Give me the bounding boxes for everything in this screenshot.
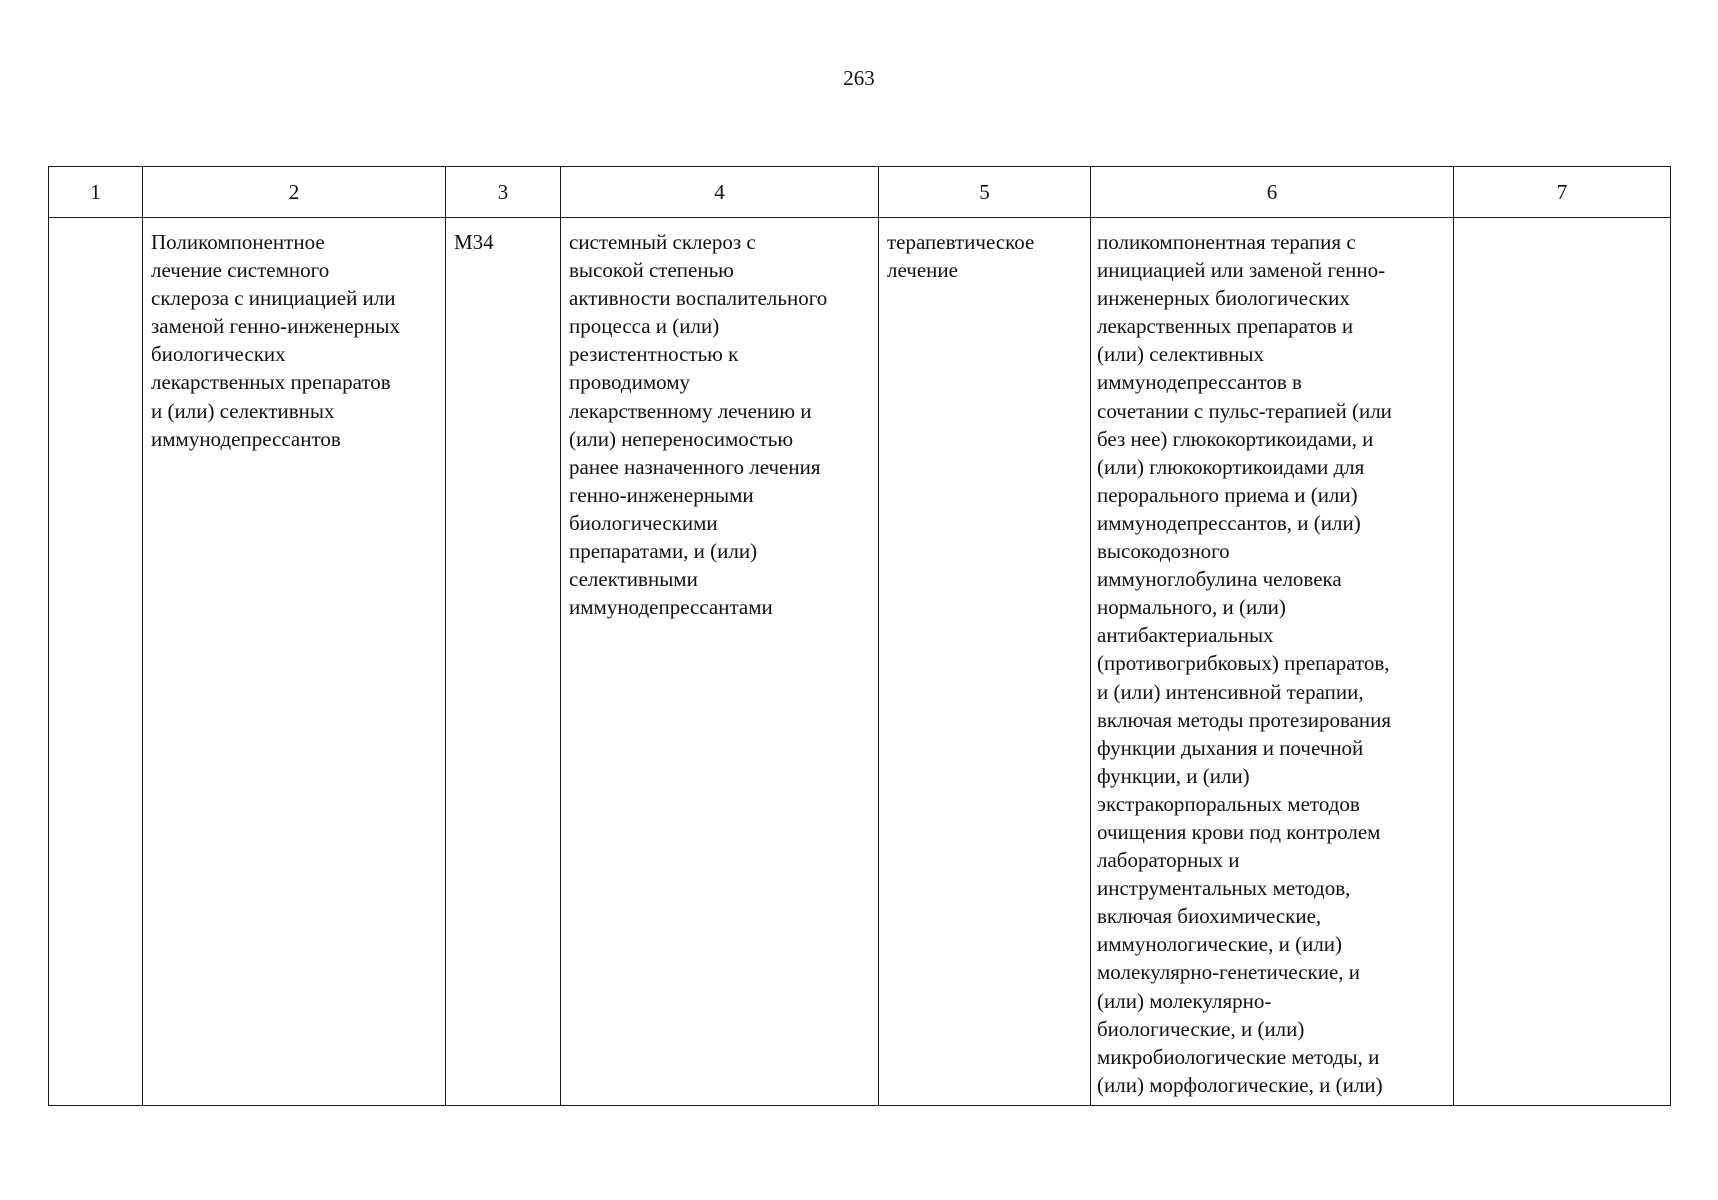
column-header-7: 7 <box>1454 167 1671 218</box>
table-header-row <box>49 167 1671 218</box>
page-number: 263 <box>843 66 875 90</box>
column-header-1: 1 <box>49 167 143 218</box>
cell-treatment-method: поликомпонентная терапия с инициацией или заменой генно- инженерных биологических лекарственных препаратов и (или) селективных иммунодепрессантов в сочетании с пульс-терапией (или без нее) глюкокортикоидами, и (или) глюкокортикоидами для перорального приема и (или) иммунодепрессантов, и (или) высокодозного иммуноглобулина человека нормального, и (или) антибактериальных (противогрибковых) препаратов, и (или) интенсивной терапии, включая методы протезирования функции дыхания и почечной функции, и (или) экстракорпоральных методов очищения крови под контролем лабораторных и инструментальных методов, включая биохимические, иммунологические, и (или) молекулярно-генетические, и (или) молекулярно- биологические, и (или) микробиологические методы, и (или) морфологические, и (или) <box>1091 218 1454 1106</box>
column-header-6: 6 <box>1091 167 1454 218</box>
column-header-3: 3 <box>446 167 561 218</box>
cell-icd-code: M34 <box>446 218 561 1106</box>
column-header-5: 5 <box>879 167 1091 218</box>
cell-standard-cost <box>1454 218 1671 1106</box>
cell-treatment-name: Поликомпонентное лечение системного склероза с инициацией или заменой генно-инженерных биологических лекарственных препаратов и (или) селективных иммунодепрессантов <box>143 218 446 1106</box>
table-row <box>49 218 1671 1106</box>
cell-row-number <box>49 218 143 1106</box>
column-header-2: 2 <box>143 167 446 218</box>
column-header-4: 4 <box>561 167 879 218</box>
document-table <box>48 166 1671 1106</box>
cell-treatment-type: терапевтическое лечение <box>879 218 1091 1106</box>
cell-patient-model: системный склероз с высокой степенью активности воспалительного процесса и (или) резистентностью к проводимому лекарственному лечению и (или) непереносимостью ранее назначенного лечения генно-инженерными биологическими препаратами, и (или) селективными иммунодепрессантами <box>561 218 879 1106</box>
